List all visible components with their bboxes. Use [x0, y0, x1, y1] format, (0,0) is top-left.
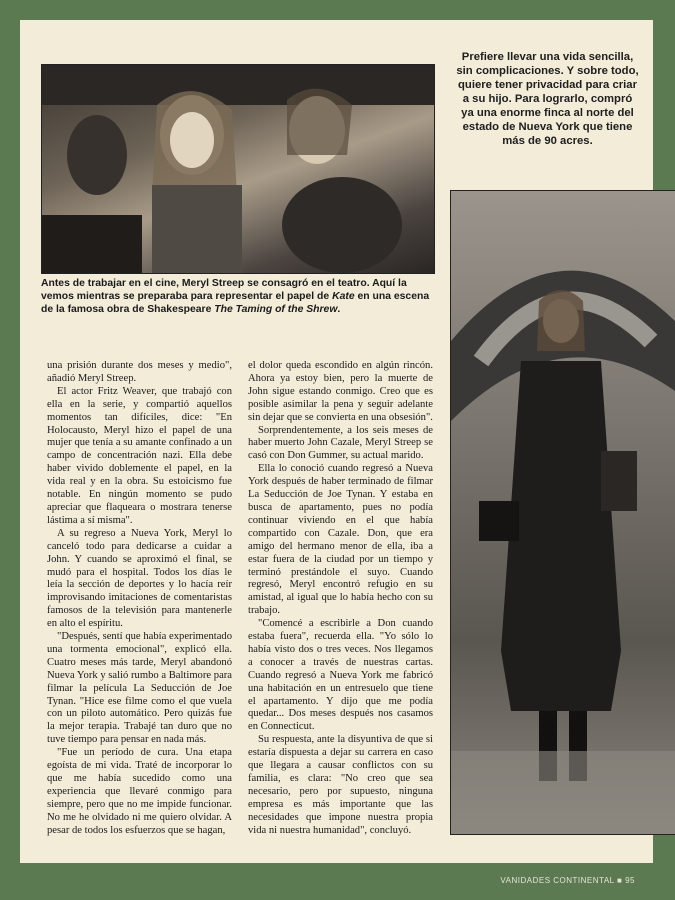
- caption-role-name: Kate: [332, 291, 355, 302]
- column2-paragraph-1: el dolor queda escondido en algún rincón. Ahora ya estoy bien, pero la muerte de John sigue estando conmigo. Creo que es posible asimilar la pena y seguir adelante sin dejar que se convierta en una obsesión".: [248, 360, 433, 423]
- column2-paragraph-4: "Comencé a escribirle a Don cuando estaba fuera", recuerda ella. "Yo sólo lo había visto dos o tres veces. Nos llegamos a conocer a través de nuestras cartas. Cuando regresó a Nueva York me fabricó una habitación en un entresuelo que tiene el apartamento. Y dijo que me podía quedar... Dos meses después nos casamos en Connecticut.: [248, 618, 433, 733]
- caption-text-1: Antes de trabajar en el cine, Meryl Streep se consagró en el teatro. Aquí la vemos mientras se preparaba para representar el papel de: [41, 278, 407, 302]
- column2-paragraph-5: Su respuesta, ante la disyuntiva de que si estaría dispuesta a dejar su carrera en caso que llegara a causar conflictos con su familia, es clara: "No creo que sea necesario, pero por supuesto, ninguna empresa es más importante que las necesidades que impone nuestra propia vida ni nuestra humanidad", concluyó.: [248, 734, 433, 836]
- column1-paragraph-3: A su regreso a Nueva York, Meryl lo canceló todo para dedicarse a cuidar a John. Y cuando se aproximó el final, se mudó para el hospital. Todos los días le leía la sección de deportes y lo hacía reír improvisando imitaciones de comentaristas famosos de la televisión para mantenerle en alto el espíritu.: [47, 527, 232, 630]
- caption-text-3: .: [337, 304, 341, 315]
- column2-paragraph-2: Sorprendentemente, a los seis meses de haber muerto John Cazale, Meryl Streep se casó con Don Gummer, su actual marido.: [248, 424, 433, 462]
- article-column-2: [248, 360, 433, 838]
- photo-caption: [41, 277, 441, 316]
- caption-play-title: The Taming of the Shrew: [214, 304, 338, 315]
- column2-paragraph-3: Ella lo conoció cuando regresó a Nueva York después de haber terminado de filmar La Seducción de Joe Tynan. Y estaba en busca de apartamento, pues no podía continuar viviendo en el que había compartido con Cazale. Don, que era amigo del hermano menor de ella, iba a estar fuera de la ciudad por un tiempo y terminó prestándole el suyo. Cuando regresó, Meryl encontró refugio en su amistad, al igual que lo había hecho con su trabajo.: [248, 463, 433, 617]
- page-folio: VANIDADES CONTINENTAL ■ 95: [500, 876, 635, 885]
- column1-paragraph-5: "Fue un período de cura. Una etapa egoísta de mi vida. Traté de incorporar lo que me había sucedido como una experiencia que llevaré conmigo para siempre, pero que no me impide funcionar. No me he olvidado ni me quiero olvidar. A pesar de todos los esfuerzos que se hagan,: [47, 747, 232, 836]
- column1-paragraph-4: "Después, sentí que había experimentado una tormenta emocional", explicó ella. Cuatro meses más tarde, Meryl abandonó Nueva York y salió rumbo a Baltimore para filmar la película La Seducción de Joe Tynan. "Hice ese filme como el que vuela con un piloto automático. Pero quizás fue la mejor terapia. Trabajé tan duro que no tuve tiempo para pensar en nada más.: [47, 631, 232, 746]
- umbrella-portrait-photo: [450, 190, 675, 835]
- caption-text-2: en una escena de la famosa obra de Shakespeare: [41, 291, 430, 315]
- pull-quote: Prefiere llevar una vida sencilla, sin complicaciones. Y sobre todo, quiere tener privacidad para criar a su hijo. Para lograrlo, compró ya una enorme finca al norte del estado de Nueva York que tiene más de 90 acres.: [456, 51, 639, 147]
- theater-rehearsal-photo: [41, 64, 435, 274]
- column1-paragraph-1: una prisión durante dos meses y medio", añadió Meryl Streep.: [47, 360, 232, 384]
- column1-paragraph-2: El actor Fritz Weaver, que trabajó con ella en la serie, y compartió aquellos momentos tan difíciles, dice: "En Holocausto, Meryl hizo el papel de una mujer que tenía a su amante confinado a un campo de concentración nazi. Ella debe haber vivido doblemente el papel, en la vida real y en la obra. Su estoicismo fue notable. En ningún momento se pudo apreciar que flaqueara o mostrara tenerse lástima a sí misma".: [47, 385, 232, 526]
- article-column-1: [47, 360, 232, 838]
